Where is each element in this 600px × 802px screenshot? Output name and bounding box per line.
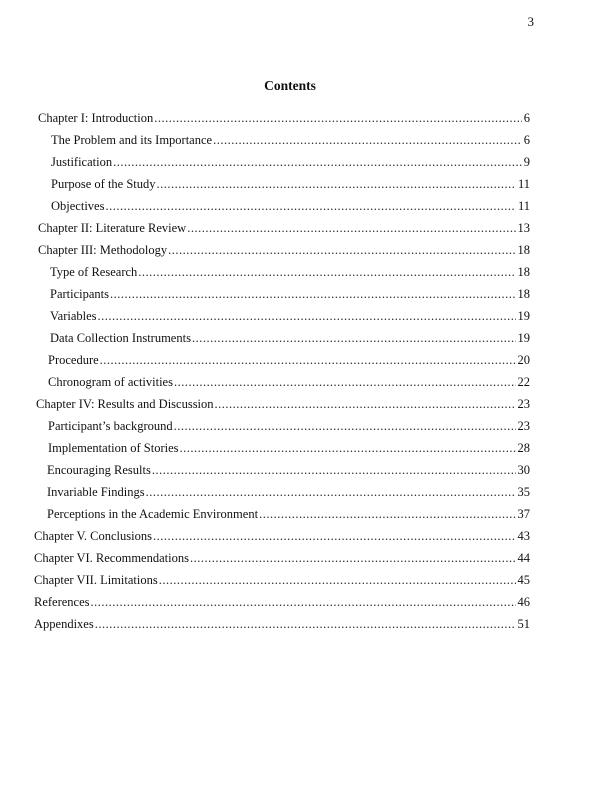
toc-entry-invariable bbox=[47, 484, 530, 500]
toc-entry-page: 19 bbox=[517, 309, 530, 323]
toc-entry-label: Procedure bbox=[48, 353, 99, 367]
leader-dots bbox=[95, 616, 516, 632]
toc-entry-page: 6 bbox=[523, 111, 530, 125]
leader-dots bbox=[157, 176, 516, 192]
toc-entry-label: Perceptions in the Academic Environment bbox=[47, 507, 259, 521]
toc-entry-page: 51 bbox=[517, 617, 530, 631]
toc-entry-label: Appendixes bbox=[34, 617, 94, 631]
leader-dots bbox=[190, 550, 516, 566]
leader-dots bbox=[192, 330, 516, 346]
leader-dots bbox=[215, 396, 516, 412]
leader-dots bbox=[168, 242, 515, 258]
toc-entry-background bbox=[48, 418, 530, 434]
toc-entry-page: 43 bbox=[517, 529, 530, 543]
toc-entry-encouraging bbox=[47, 462, 530, 478]
leader-dots bbox=[174, 418, 516, 434]
toc-entry-page: 46 bbox=[517, 595, 530, 609]
toc-entry-implementation bbox=[48, 440, 530, 456]
toc-entry-references bbox=[34, 594, 530, 610]
toc-entry-page: 18 bbox=[517, 243, 530, 257]
toc-entry-objectives bbox=[51, 198, 530, 214]
toc-entry-label: Participants bbox=[50, 287, 110, 301]
leader-dots bbox=[259, 506, 515, 522]
toc-entry-page: 11 bbox=[517, 199, 530, 213]
toc-entry-label: Purpose of the Study bbox=[51, 177, 156, 191]
leader-dots bbox=[153, 528, 516, 544]
toc-entry-label: Chronogram of activities bbox=[48, 375, 173, 389]
toc-entry-chapter-4 bbox=[36, 396, 530, 412]
toc-entry-chapter-5 bbox=[34, 528, 530, 544]
toc-entry-page: 37 bbox=[517, 507, 530, 521]
toc-entry-label: Chapter VI. Recommendations bbox=[34, 551, 189, 565]
toc-entry-label: Chapter II: Literature Review bbox=[38, 221, 187, 235]
toc-entry-chapter-3 bbox=[38, 242, 530, 258]
toc-entry-label: Encouraging Results bbox=[47, 463, 151, 477]
toc-entry-label: The Problem and its Importance bbox=[51, 133, 213, 147]
leader-dots bbox=[152, 462, 516, 478]
page-number: 3 bbox=[527, 14, 534, 29]
toc-entry-variables bbox=[50, 308, 530, 324]
toc-entry-page: 44 bbox=[517, 551, 530, 565]
toc-entry-label: Variables bbox=[50, 309, 97, 323]
toc-entry-label: Implementation of Stories bbox=[48, 441, 179, 455]
leader-dots bbox=[113, 154, 522, 170]
toc-entry-label: Chapter I: Introduction bbox=[38, 111, 154, 125]
toc-entry-label: Participant’s background bbox=[48, 419, 173, 433]
toc-entry-label: References bbox=[34, 595, 90, 609]
toc-entry-label: Type of Research bbox=[50, 265, 138, 279]
toc-entry-procedure bbox=[48, 352, 530, 368]
toc-entry-label: Chapter V. Conclusions bbox=[34, 529, 152, 543]
leader-dots bbox=[154, 110, 522, 126]
leader-dots bbox=[187, 220, 515, 236]
toc-entry-participants bbox=[50, 286, 530, 302]
toc-entry-page: 19 bbox=[517, 331, 530, 345]
toc-entry-chronogram bbox=[48, 374, 530, 390]
toc-entry-justification bbox=[51, 154, 530, 170]
toc-entry-appendixes bbox=[34, 616, 530, 632]
toc-entry-chapter-6 bbox=[34, 550, 530, 566]
leader-dots bbox=[91, 594, 516, 610]
toc-entry-page: 11 bbox=[517, 177, 530, 191]
toc-entry-page: 13 bbox=[517, 221, 530, 235]
toc-entry-label: Chapter IV: Results and Discussion bbox=[36, 397, 214, 411]
toc-entry-label: Objectives bbox=[51, 199, 105, 213]
toc-entry-page: 6 bbox=[523, 133, 530, 147]
toc-entry-chapter-7 bbox=[34, 572, 530, 588]
toc-entry-page: 9 bbox=[523, 155, 530, 169]
toc-entry-label: Justification bbox=[51, 155, 113, 169]
toc-entry-label: Data Collection Instruments bbox=[50, 331, 191, 345]
toc-entry-page: 45 bbox=[517, 573, 530, 587]
toc-entry-label: Chapter III: Methodology bbox=[38, 243, 168, 257]
leader-dots bbox=[146, 484, 516, 500]
toc-entry-instruments bbox=[50, 330, 530, 346]
leader-dots bbox=[110, 286, 515, 302]
toc-entry-page: 22 bbox=[517, 375, 530, 389]
toc-entry-chapter-1 bbox=[38, 110, 530, 126]
leader-dots bbox=[213, 132, 522, 148]
toc-entry-page: 23 bbox=[517, 419, 530, 433]
toc-entry-page: 18 bbox=[517, 265, 530, 279]
toc-entry-type-of-research bbox=[50, 264, 530, 280]
leader-dots bbox=[174, 374, 516, 390]
toc-entry-page: 28 bbox=[517, 441, 530, 455]
toc-entry-page: 30 bbox=[517, 463, 530, 477]
toc-entry-page: 35 bbox=[517, 485, 530, 499]
leader-dots bbox=[100, 352, 516, 368]
leader-dots bbox=[98, 308, 516, 324]
toc-entry-page: 20 bbox=[517, 353, 530, 367]
toc-entry-chapter-2 bbox=[38, 220, 530, 236]
leader-dots bbox=[105, 198, 515, 214]
contents-title: Contents bbox=[264, 78, 316, 93]
toc-entry-label: Invariable Findings bbox=[47, 485, 145, 499]
leader-dots bbox=[159, 572, 516, 588]
leader-dots bbox=[180, 440, 516, 456]
toc-entry-label: Chapter VII. Limitations bbox=[34, 573, 158, 587]
toc-entry-page: 23 bbox=[517, 397, 530, 411]
toc-entry-purpose bbox=[51, 176, 530, 192]
toc-entry-page: 18 bbox=[517, 287, 530, 301]
toc-entry-perceptions bbox=[47, 506, 530, 522]
leader-dots bbox=[138, 264, 515, 280]
toc-entry-problem bbox=[51, 132, 530, 148]
